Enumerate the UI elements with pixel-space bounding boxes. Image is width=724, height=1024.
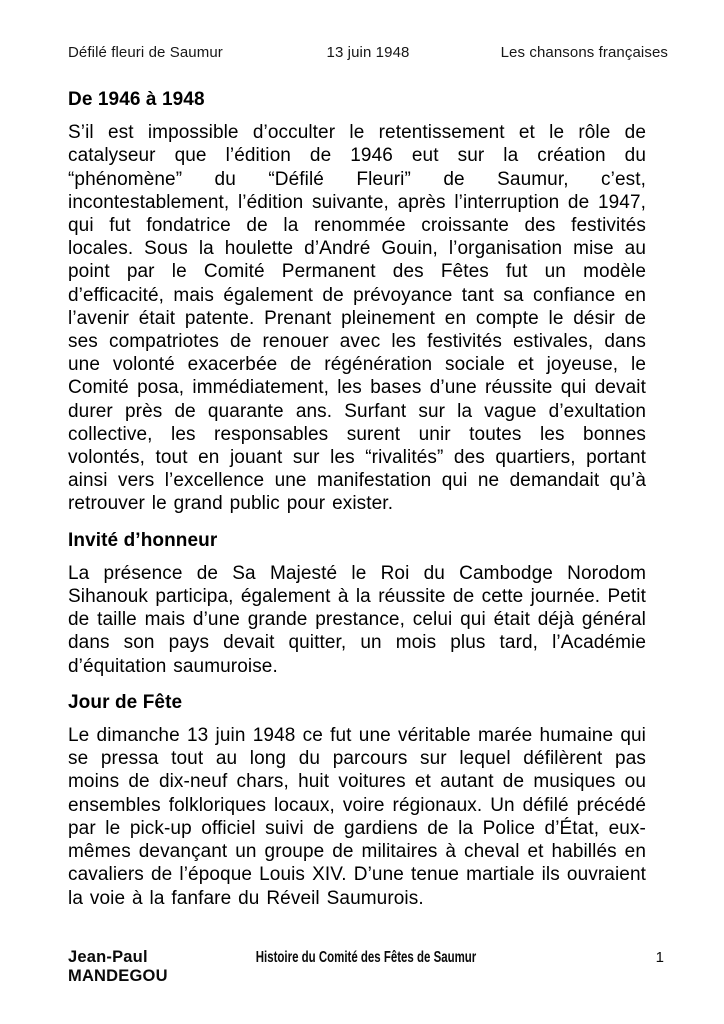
section-heading: Invité d’honneur bbox=[68, 529, 218, 551]
section-heading: Jour de Fête bbox=[68, 691, 183, 713]
running-footer bbox=[68, 948, 664, 986]
section-heading: De 1946 à 1948 bbox=[68, 89, 205, 110]
header-date: 13 juin 1948 bbox=[326, 44, 410, 61]
section-jour-de-fete bbox=[68, 691, 646, 910]
header-chapter-title: Les chansons françaises bbox=[500, 44, 668, 61]
footer-page-number: 1 bbox=[655, 949, 664, 966]
section-paragraph: La présence de Sa Majesté le Roi du Cambodge Norodom Sihanouk participa, également à la réussite de cette journée. Petit de taille mais d’une grande prestance, celui qui était déjà général dans son pays devait quitter, un mois plus tard, l’Académie d’équitation saumuroise. bbox=[68, 562, 646, 677]
footer-book-title: Histoire du Comité des Fêtes de Saumur bbox=[255, 949, 477, 966]
document-body bbox=[68, 88, 646, 910]
section-paragraph: S’il est impossible d’occulter le retentissement et le rôle de catalyseur que l’édition de 1946 eut sur la création du “phénomène” du “Défilé Fleuri” de Saumur, c’est, incontestablement, l’édition suivante, après l’interruption de 1947, qui fut fondatrice de la renommée croissante des festivités locales. Sous la houlette d’André Gouin, l’organisation mise au point par le Comité Permanent des Fêtes fut un modèle d’efficacité, mais également de prévoyance tant sa confiance en l’avenir était patente. Prenant pleinement en compte le désir de ses compatriotes de renouer avec les festivités estivales, dans une volonté exacerbée de régénération sociale et joyeuse, le Comité posa, immédiatement, les bases d’une réussite qui devait durer près de quarante ans. Surfant sur la vague d’exultation collective, les responsables surent unir toutes les bonnes volontés, tout en jouant sur les “rivalités” des quartiers, portant ainsi vers l’excellence une manifestation qui ne demandait qu’à retrouver le grand public pour exister. bbox=[68, 122, 646, 515]
section-paragraph: Le dimanche 13 juin 1948 ce fut une véritable marée humaine qui se pressa tout au long du parcours sur lequel défilèrent pas moins de dix-neuf chars, huit voitures et autant de musiques ou ensembles folkloriques locaux, voire régionaux. Un défilé précédé par le pick-up officiel suivi de gardiens de la Police d’État, eux-mêmes devançant un groupe de militaires à cheval et habillés en cavaliers de l’époque Louis XIV. D’une tenue martiale ils ouvraient la voie à la fanfare du Réveil Saumurois. bbox=[68, 725, 646, 909]
section-1946-1948 bbox=[68, 88, 646, 516]
header-document-title: Défilé fleuri de Saumur bbox=[68, 44, 223, 61]
section-invite-honneur bbox=[68, 529, 646, 678]
running-header bbox=[68, 44, 668, 61]
footer-author-name: Jean-Paul MANDEGOU bbox=[68, 948, 168, 985]
